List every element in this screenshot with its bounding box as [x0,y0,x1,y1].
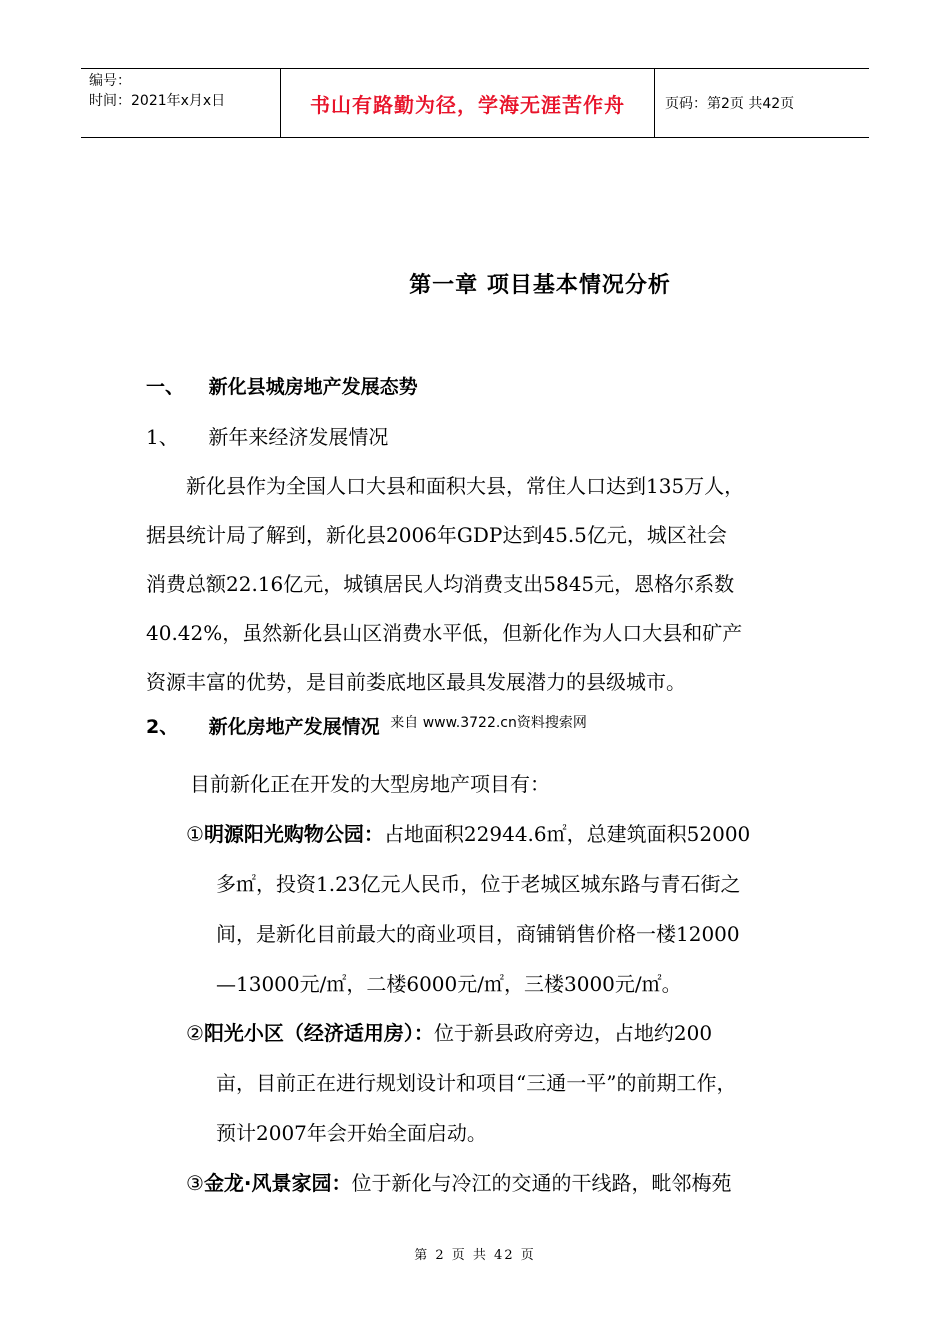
header-motto-cell [281,69,655,137]
subsection-number: 1、 [146,425,179,449]
item-line: 位于新县政府旁边，占地约200 [433,1021,713,1045]
item-name: 阳光小区（经济适用房）： [203,1021,434,1045]
item-line: 预计2007年会开始全面启动。 [216,1121,487,1145]
project-item [186,1017,712,1046]
paragraph-line: 资源丰富的优势，是目前娄底地区最具发展潜力的县级城市。 [146,670,686,694]
project-item [186,1167,732,1196]
page-header [81,68,869,138]
source-note: 来自 www.3722.cn资料搜索网 [390,715,587,731]
item-marker: ① [186,822,204,846]
header-meta [81,69,281,137]
page-footer: 第 2 页 共 42 页 [414,1248,536,1263]
intro-line: 目前新化正在开发的大型房地产项目有： [190,772,550,796]
paragraph-line: 新化县作为全国人口大县和面积大县，常住人口达到135万人， [186,474,745,498]
item-line: —13000元/㎡，二楼6000元/㎡，三楼3000元/㎡。 [216,972,682,996]
item-name: 金龙·风景家园： [203,1171,352,1195]
paragraph-line: 据县统计局了解到，新化县2006年GDP达到45.5亿元，城区社会 [146,523,727,547]
item-line: 亩，目前正在进行规划设计和项目“三通一平”的前期工作， [216,1071,737,1095]
chapter-title: 第一章 项目基本情况分析 [409,273,671,298]
subsection-number: 2、 [146,716,179,738]
subsection-title: 新年来经济发展情况 [208,425,389,449]
item-line: 占地面积22944.6㎡，总建筑面积52000 [383,822,751,846]
subsection-heading [146,421,388,450]
paragraph-line: 消费总额22.16亿元，城镇居民人均消费支出5845元，恩格尔系数 [146,572,735,596]
item-marker: ③ [186,1171,204,1195]
date-label: 时间：2021年x月x日 [89,93,226,109]
project-item [186,818,750,847]
paragraph-line: 40.42%，虽然新化县山区消费水平低，但新化作为人口大县和矿产 [146,621,743,645]
item-name: 明源阳光购物公园： [203,822,384,846]
header-page-info: 页码：第2页 共42页 [665,96,795,112]
motto: 书山有路勤为径，学海无涯苦作舟 [310,92,625,117]
subsection-heading-2 [146,712,587,739]
section-title: 新化县城房地产发展态势 [208,376,418,398]
item-marker: ② [186,1021,204,1045]
subsection-title: 新化房地产发展情况 [208,716,380,738]
number-label: 编号： [89,73,131,89]
item-line: 多㎡，投资1.23亿元人民币，位于老城区城东路与青石街之 [216,872,741,896]
item-line: 位于新化与冷江的交通的干线路，毗邻梅苑 [351,1171,732,1195]
section-heading [146,372,418,399]
section-number: 一、 [146,376,185,398]
item-line: 间，是新化目前最大的商业项目，商铺销售价格一楼12000 [216,922,740,946]
